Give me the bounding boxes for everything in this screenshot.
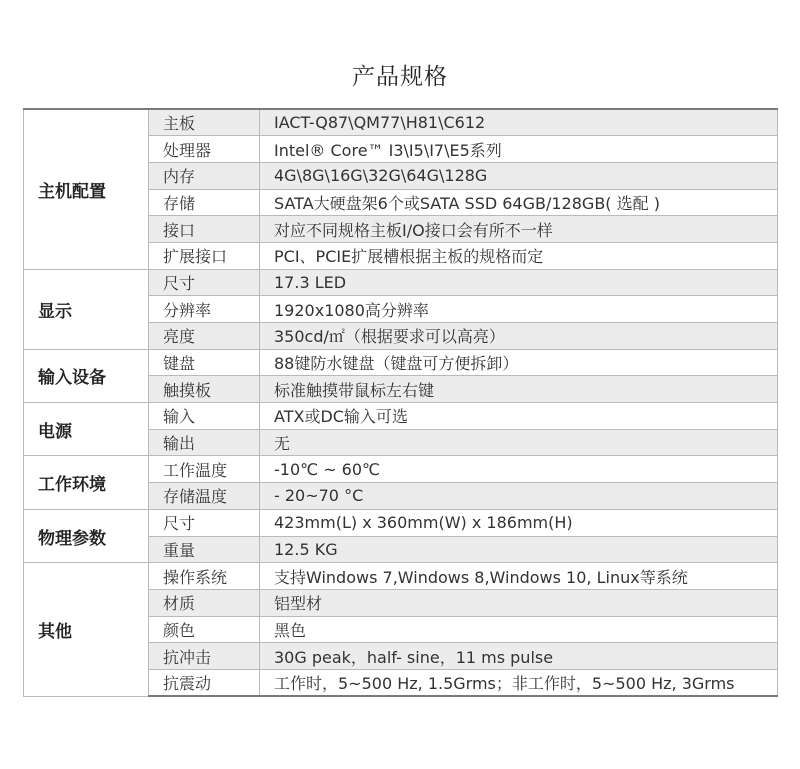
- spec-label: 重量: [149, 536, 260, 563]
- spec-label: 主板: [149, 109, 260, 136]
- spec-label: 存储温度: [149, 483, 260, 510]
- spec-label: 颜色: [149, 616, 260, 643]
- table-row: [24, 563, 778, 590]
- spec-value: ATX或DC输入可选: [260, 403, 778, 430]
- group-label: 物理参数: [24, 509, 149, 562]
- group-label: 主机配置: [24, 109, 149, 269]
- spec-value: 1920x1080高分辨率: [260, 296, 778, 323]
- spec-label: 输入: [149, 403, 260, 430]
- spec-label: 接口: [149, 216, 260, 243]
- group-label: 显示: [24, 269, 149, 349]
- table-row: [24, 509, 778, 536]
- spec-value: SATA大硬盘架6个或SATA SSD 64GB/128GB( 选配 ): [260, 189, 778, 216]
- table-row: [24, 109, 778, 136]
- spec-value: 无: [260, 429, 778, 456]
- spec-label: 亮度: [149, 323, 260, 350]
- spec-value: Intel® Core™ I3\I5\I7\E5系列: [260, 136, 778, 163]
- spec-value: 工作时，5~500 Hz, 1.5Grms；非工作时，5~500 Hz, 3Grms: [260, 669, 778, 696]
- spec-label: 键盘: [149, 349, 260, 376]
- spec-value: -10℃ ~ 60℃: [260, 456, 778, 483]
- spec-label: 内存: [149, 162, 260, 189]
- spec-value: PCI、PCIE扩展槽根据主板的规格而定: [260, 242, 778, 269]
- spec-label: 触摸板: [149, 376, 260, 403]
- page-title: 产品规格: [352, 64, 448, 90]
- spec-label: 工作温度: [149, 456, 260, 483]
- table-row: [24, 349, 778, 376]
- spec-value: 17.3 LED: [260, 269, 778, 296]
- spec-value: 铝型材: [260, 589, 778, 616]
- spec-table: [23, 108, 778, 697]
- spec-value: 350cd/㎡（根据要求可以高亮）: [260, 323, 778, 350]
- spec-value: 12.5 KG: [260, 536, 778, 563]
- spec-label: 处理器: [149, 136, 260, 163]
- spec-value: 423mm(L) x 360mm(W) x 186mm(H): [260, 509, 778, 536]
- spec-label: 尺寸: [149, 269, 260, 296]
- spec-label: 存储: [149, 189, 260, 216]
- spec-label: 尺寸: [149, 509, 260, 536]
- spec-value: - 20~70 °C: [260, 483, 778, 510]
- spec-value: 对应不同规格主板I/O接口会有所不一样: [260, 216, 778, 243]
- spec-label: 扩展接口: [149, 242, 260, 269]
- group-label: 输入设备: [24, 349, 149, 402]
- group-label: 其他: [24, 563, 149, 696]
- spec-value: 88键防水键盘（键盘可方便拆卸）: [260, 349, 778, 376]
- group-label: 电源: [24, 403, 149, 456]
- spec-label: 输出: [149, 429, 260, 456]
- table-row: [24, 456, 778, 483]
- spec-label: 抗冲击: [149, 643, 260, 670]
- spec-value: 黑色: [260, 616, 778, 643]
- table-row: [24, 269, 778, 296]
- spec-label: 分辨率: [149, 296, 260, 323]
- spec-label: 材质: [149, 589, 260, 616]
- spec-value: 30G peak，half- sine，11 ms pulse: [260, 643, 778, 670]
- group-label: 工作环境: [24, 456, 149, 509]
- spec-label: 操作系统: [149, 563, 260, 590]
- spec-value: 标准触摸带鼠标左右键: [260, 376, 778, 403]
- spec-label: 抗震动: [149, 669, 260, 696]
- table-row: [24, 403, 778, 430]
- spec-value: IACT-Q87\QM77\H81\C612: [260, 109, 778, 136]
- spec-value: 4G\8G\16G\32G\64G\128G: [260, 162, 778, 189]
- spec-value: 支持Windows 7,Windows 8,Windows 10, Linux等系统: [260, 563, 778, 590]
